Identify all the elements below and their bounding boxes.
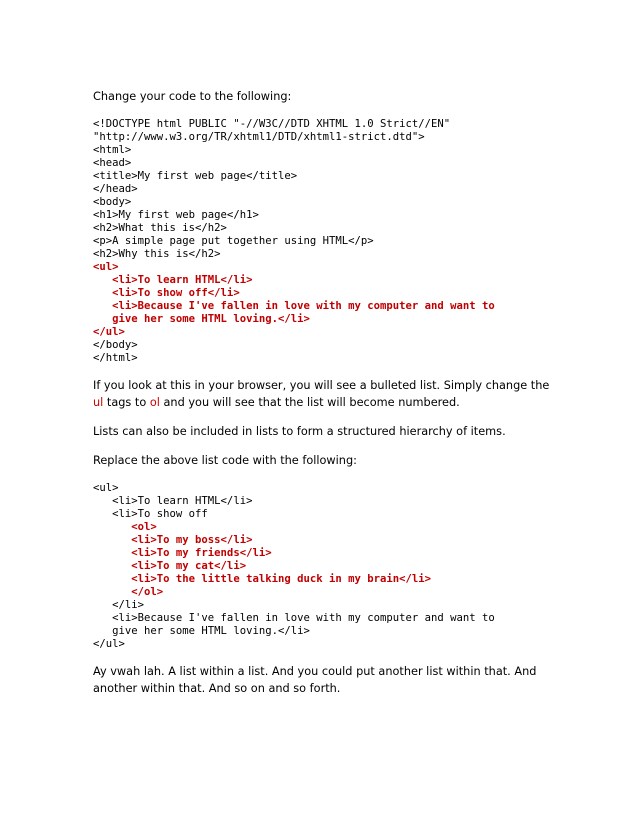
code-line: <h2>What this is</h2> [93, 222, 227, 234]
code-line: <li>To the little talking duck in my brain</li> [93, 573, 432, 585]
code-line: "http://www.w3.org/TR/xhtml1/DTD/xhtml1-strict.dtd"> [93, 131, 425, 143]
code-line: <body> [93, 196, 132, 208]
code-block-1 [93, 118, 553, 365]
code-line: </ol> [93, 586, 164, 598]
code-line: <head> [93, 157, 132, 169]
code-line: <title>My first web page</title> [93, 170, 298, 182]
paragraph-text: and you will see that the list will become numbered. [159, 396, 460, 409]
code-line: <li>To show off [93, 508, 208, 520]
code-line: <ul> [93, 261, 119, 273]
code-line: </ul> [93, 326, 125, 338]
code-line: <h2>Why this is</h2> [93, 248, 221, 260]
ol-keyword: ol [149, 396, 160, 409]
paragraph-conclusion: Ay vwah lah. A list within a list. And you could put another list within that. And another within that. And so on and so forth. [93, 665, 537, 695]
code-line: <h1>My first web page</h1> [93, 209, 259, 221]
code-line: give her some HTML loving.</li> [93, 625, 310, 637]
code-line: <li>To learn HTML</li> [93, 274, 253, 286]
code-line: <html> [93, 144, 132, 156]
ul-keyword: ul [93, 396, 104, 409]
code-line: <li>To my boss</li> [93, 534, 253, 546]
paragraph-nested-lists: Lists can also be included in lists to form a structured hierarchy of items. [93, 425, 506, 438]
code-line: <li>To show off</li> [93, 287, 240, 299]
code-line: <ul> [93, 482, 119, 494]
paragraph-replace-instructions: Replace the above list code with the following: [93, 454, 357, 467]
code-line: give her some HTML loving.</li> [93, 313, 310, 325]
intro-text: Change your code to the following: [93, 90, 292, 103]
code-line: </html> [93, 352, 138, 364]
code-line: </ul> [93, 638, 125, 650]
code-line: <!DOCTYPE html PUBLIC "-//W3C//DTD XHTML 1.0 Strict//EN" [93, 118, 451, 130]
code-line: <li>Because I've fallen in love with my computer and want to [93, 612, 495, 624]
code-line: <li>To my cat</li> [93, 560, 247, 572]
code-line: <li>To my friends</li> [93, 547, 272, 559]
code-line: </body> [93, 339, 138, 351]
code-line: </li> [93, 599, 145, 611]
code-block-2 [93, 482, 553, 651]
code-line: <li>Because I've fallen in love with my computer and want to [93, 300, 495, 312]
paragraph-text: tags to [103, 396, 150, 409]
paragraph-bulleted-list [93, 377, 553, 411]
code-line: <p>A simple page put together using HTML</p> [93, 235, 374, 247]
paragraph-text: If you look at this in your browser, you will see a bulleted list. Simply change the [93, 379, 550, 392]
code-line: <li>To learn HTML</li> [93, 495, 253, 507]
document-page [93, 88, 553, 697]
code-line: <ol> [93, 521, 157, 533]
code-line: </head> [93, 183, 138, 195]
